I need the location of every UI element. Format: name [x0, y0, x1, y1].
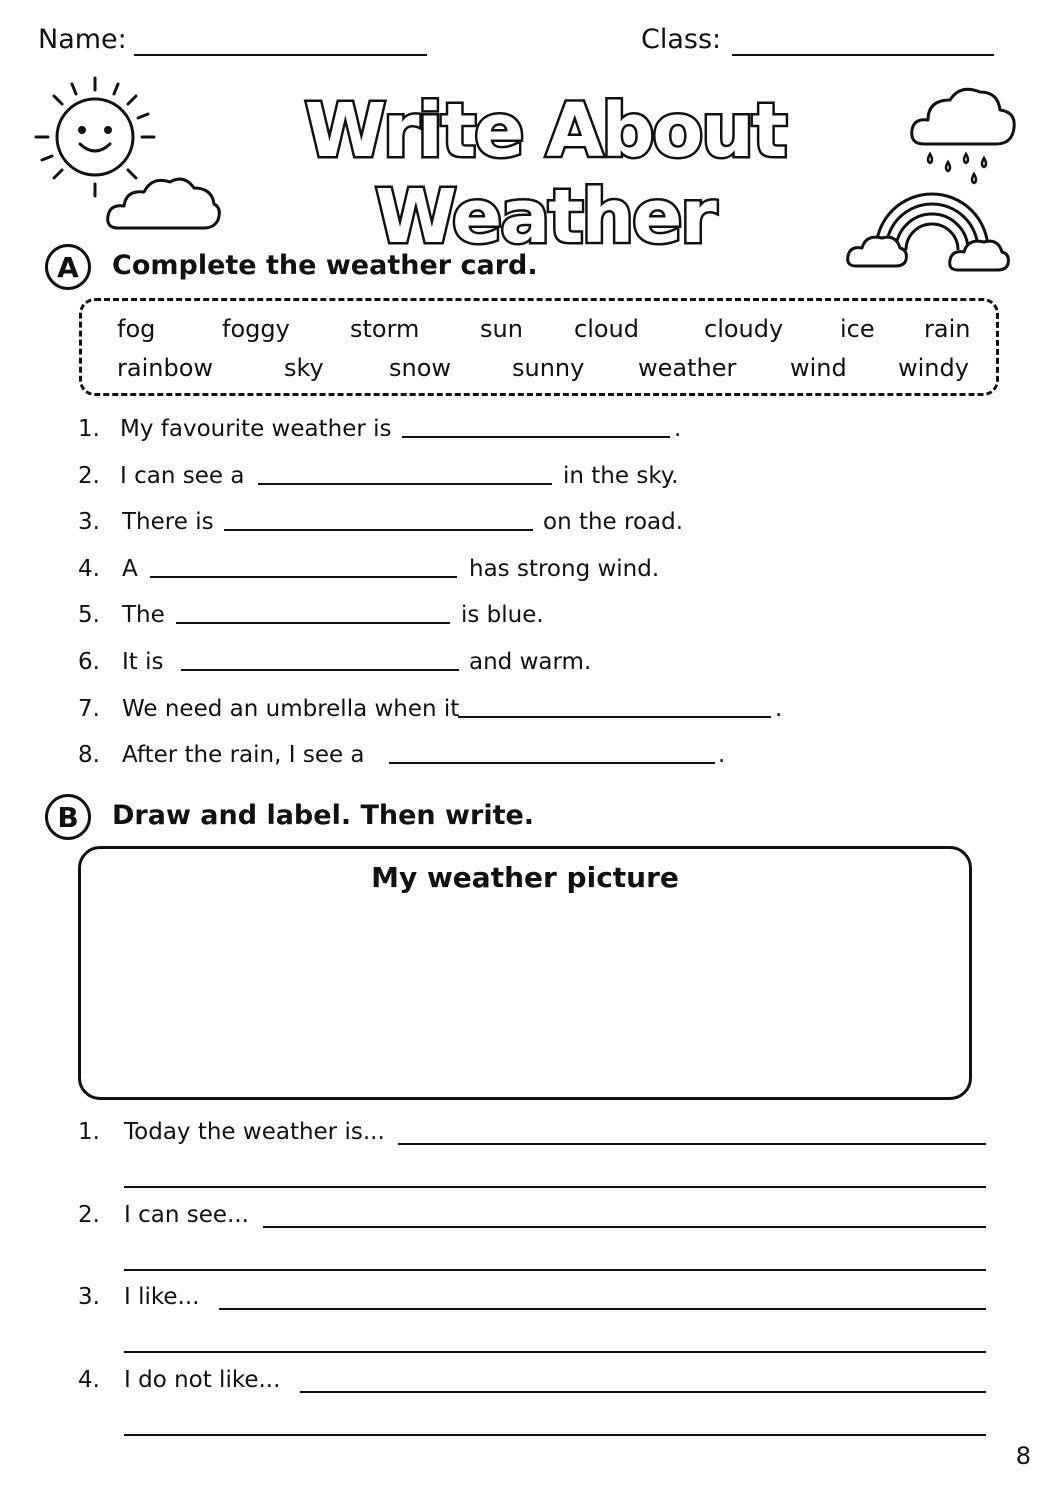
question-text-after: has strong wind.	[469, 556, 660, 582]
question-text-after: .	[718, 742, 726, 768]
drawing-area[interactable]	[78, 846, 972, 1100]
prompt-number: 3.	[78, 1284, 100, 1310]
answer-blank[interactable]	[389, 762, 715, 764]
question-text: A	[122, 556, 138, 582]
question-text-after: and warm.	[469, 649, 592, 675]
question-number: 6.	[78, 649, 100, 675]
writing-line[interactable]	[124, 1351, 986, 1353]
word-bank	[79, 298, 999, 396]
page-title: Write About Weather	[304, 88, 786, 260]
word-bank-item: fog	[117, 315, 156, 343]
word-bank-item: snow	[389, 354, 452, 382]
word-bank-item: cloudy	[704, 315, 784, 343]
question-number: 7.	[78, 696, 100, 722]
question-text-after: on the road.	[543, 509, 684, 535]
writing-line[interactable]	[398, 1143, 986, 1145]
answer-blank[interactable]	[224, 529, 533, 531]
rainbow-icon	[846, 178, 1016, 278]
question-text: We need an umbrella when it	[122, 696, 460, 722]
question-text: It is	[122, 649, 164, 675]
word-bank-item: weather	[638, 354, 737, 382]
word-bank-item: foggy	[222, 315, 290, 343]
prompt-text: Today the weather is...	[124, 1119, 385, 1145]
question-number: 1.	[78, 416, 100, 442]
prompt-text: I can see...	[124, 1202, 249, 1228]
section-b-title: Draw and label. Then write.	[112, 800, 535, 831]
question-text: My favourite weather is	[120, 416, 392, 442]
writing-line[interactable]	[263, 1226, 986, 1228]
prompt-number: 4.	[78, 1367, 100, 1393]
writing-line[interactable]	[300, 1391, 986, 1393]
answer-blank[interactable]	[258, 483, 552, 485]
question-text: The	[122, 602, 165, 628]
question-text: After the rain, I see a	[122, 742, 365, 768]
question-text-after: .	[775, 696, 783, 722]
question-number: 5.	[78, 602, 100, 628]
drawing-area-title: My weather picture	[371, 861, 679, 894]
word-bank-item: rain	[924, 315, 971, 343]
class-field[interactable]	[732, 54, 994, 56]
name-label: Name:	[38, 24, 127, 55]
writing-line[interactable]	[124, 1186, 986, 1188]
word-bank-item: wind	[790, 354, 847, 382]
question-text-after: in the sky.	[563, 463, 679, 489]
word-bank-item: sunny	[512, 354, 585, 382]
writing-line[interactable]	[124, 1269, 986, 1271]
answer-blank[interactable]	[402, 436, 670, 438]
question-number: 2.	[78, 463, 100, 489]
answer-blank[interactable]	[176, 622, 450, 624]
answer-blank[interactable]	[181, 669, 459, 671]
writing-line[interactable]	[124, 1434, 986, 1436]
question-text: There is	[122, 509, 214, 535]
word-bank-item: cloud	[574, 315, 639, 343]
prompt-text: I do not like...	[124, 1367, 281, 1393]
question-text-after: is blue.	[461, 602, 544, 628]
question-text: I can see a	[120, 463, 245, 489]
question-text-after: .	[674, 416, 682, 442]
answer-blank[interactable]	[150, 576, 457, 578]
answer-blank[interactable]	[458, 716, 771, 718]
word-bank-item: sky	[284, 354, 324, 382]
prompt-text: I like...	[124, 1284, 200, 1310]
writing-line[interactable]	[219, 1308, 986, 1310]
name-field[interactable]	[134, 54, 427, 56]
question-number: 4.	[78, 556, 100, 582]
word-bank-item: rainbow	[117, 354, 213, 382]
word-bank-item: storm	[350, 315, 420, 343]
section-a-title: Complete the weather card.	[112, 250, 538, 281]
prompt-number: 2.	[78, 1202, 100, 1228]
question-number: 3.	[78, 509, 100, 535]
class-label: Class:	[641, 24, 722, 55]
rain-cloud-icon	[908, 82, 1018, 192]
word-bank-item: sun	[480, 315, 523, 343]
question-number: 8.	[78, 742, 100, 768]
word-bank-item: ice	[840, 315, 875, 343]
page-number: 8	[1015, 1442, 1031, 1470]
section-b-badge: B	[45, 794, 91, 840]
word-bank-item: windy	[898, 354, 969, 382]
section-a-badge: A	[45, 244, 91, 290]
prompt-number: 1.	[78, 1119, 100, 1145]
